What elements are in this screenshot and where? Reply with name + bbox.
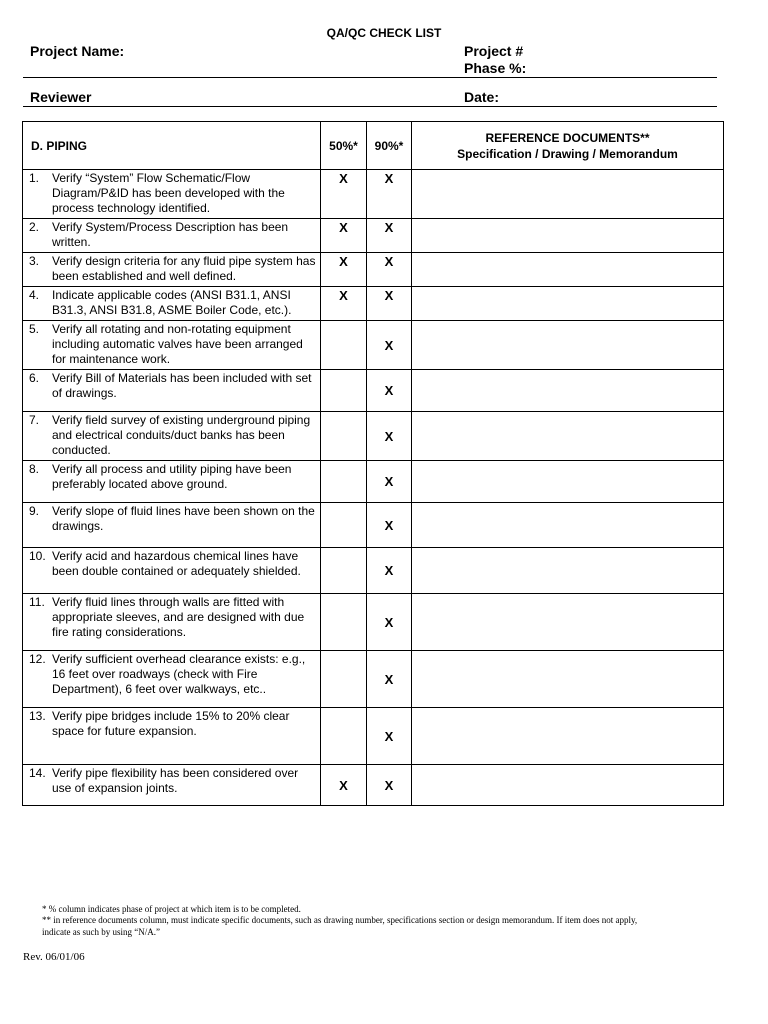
mark-90-percent: X [367, 370, 412, 412]
mark-90-percent: X [367, 170, 412, 219]
item-number: 3. [29, 254, 40, 268]
checklist-item [23, 287, 321, 321]
reviewer-label: Reviewer [30, 89, 92, 105]
reference-cell[interactable] [412, 219, 724, 253]
item-text: Verify pipe flexibility has been considered over use of expansion joints. [52, 766, 299, 795]
checklist-item [23, 503, 321, 548]
item-text: Verify System/Process Description has been written. [52, 220, 289, 249]
table-row [23, 594, 724, 651]
checklist-item [23, 461, 321, 503]
item-text: Verify all rotating and non-rotating equipment including automatic valves have been arranged for maintenance work. [52, 322, 303, 366]
checklist-table [22, 121, 724, 806]
mark-50-percent: X [321, 219, 367, 253]
checklist-item [23, 219, 321, 253]
item-number: 8. [29, 462, 40, 476]
mark-90-percent: X [367, 548, 412, 594]
table-row [23, 412, 724, 461]
mark-50-percent [321, 461, 367, 503]
table-header-row [23, 122, 724, 170]
checklist-item [23, 708, 321, 765]
item-number: 13. [29, 709, 46, 723]
item-number: 2. [29, 220, 40, 234]
mark-90-percent: X [367, 321, 412, 370]
mark-50-percent [321, 503, 367, 548]
table-row [23, 287, 724, 321]
mark-50-percent [321, 708, 367, 765]
table-row [23, 253, 724, 287]
item-text: Verify slope of fluid lines have been shown on the drawings. [52, 504, 315, 533]
mark-50-percent [321, 370, 367, 412]
reference-documents-subtitle: Specification / Drawing / Memorandum [457, 146, 678, 161]
section-heading: D. PIPING [23, 122, 321, 170]
reference-cell[interactable] [412, 170, 724, 219]
table-row [23, 548, 724, 594]
item-number: 1. [29, 171, 40, 185]
mark-90-percent: X [367, 219, 412, 253]
table-row [23, 370, 724, 412]
item-text: Verify pipe bridges include 15% to 20% clear space for future expansion. [52, 709, 290, 738]
mark-50-percent [321, 548, 367, 594]
mark-90-percent: X [367, 708, 412, 765]
mark-50-percent: X [321, 287, 367, 321]
item-text: Verify fluid lines through walls are fitted with appropriate sleeves, and are designed with due fire rating considerations. [52, 595, 305, 639]
mark-90-percent: X [367, 412, 412, 461]
checklist-item [23, 170, 321, 219]
project-rule [23, 77, 717, 78]
checklist-item [23, 594, 321, 651]
project-name-label: Project Name: [30, 43, 125, 59]
checklist-item [23, 548, 321, 594]
mark-50-percent [321, 321, 367, 370]
item-text: Verify “System” Flow Schematic/Flow Diagram/P&ID has been developed with the process technology identified. [52, 171, 285, 215]
item-text: Verify design criteria for any fluid pipe system has been established and well defined. [52, 254, 316, 283]
mark-50-percent [321, 651, 367, 708]
table-row [23, 708, 724, 765]
table-row [23, 219, 724, 253]
project-number-label: Project # [464, 43, 524, 59]
table-row [23, 503, 724, 548]
reference-cell[interactable] [412, 765, 724, 806]
item-text: Verify sufficient overhead clearance exists: e.g., 16 feet over roadways (check with Fire Department), 6 feet over walkways, etc.. [52, 652, 306, 696]
item-text: Verify Bill of Materials has been included with set of drawings. [52, 371, 312, 400]
footnote-percent: * % column indicates phase of project at which item is to be completed. [42, 904, 301, 914]
reference-cell[interactable] [412, 503, 724, 548]
table-row [23, 765, 724, 806]
reference-cell[interactable] [412, 287, 724, 321]
phase-label: Phase %: [464, 60, 527, 76]
checklist-item [23, 370, 321, 412]
mark-90-percent: X [367, 253, 412, 287]
item-number: 12. [29, 652, 46, 666]
mark-50-percent: X [321, 765, 367, 806]
mark-90-percent: X [367, 287, 412, 321]
checklist-item [23, 253, 321, 287]
reference-cell[interactable] [412, 548, 724, 594]
mark-50-percent [321, 594, 367, 651]
revision-date: Rev. 06/01/06 [23, 951, 85, 963]
item-number: 5. [29, 322, 40, 336]
col-50-percent: 50%* [321, 122, 367, 170]
mark-90-percent: X [367, 594, 412, 651]
item-text: Verify field survey of existing underground piping and electrical conduits/duct banks has been conducted. [52, 413, 311, 457]
checklist-item [23, 765, 321, 806]
reference-cell[interactable] [412, 253, 724, 287]
item-number: 7. [29, 413, 40, 427]
reference-cell[interactable] [412, 651, 724, 708]
table-row [23, 321, 724, 370]
footnote-reference: ** in reference documents column, must indicate specific documents, such as drawing number, specifications section or design memorandum. If item does not apply, indicate as such by using “N/A.” [42, 915, 638, 937]
item-text: Verify all process and utility piping have been preferably located above ground. [52, 462, 292, 491]
reference-documents-header [412, 122, 724, 170]
item-number: 10. [29, 549, 46, 563]
mark-90-percent: X [367, 461, 412, 503]
reference-cell[interactable] [412, 708, 724, 765]
checklist-item [23, 412, 321, 461]
reference-cell[interactable] [412, 412, 724, 461]
reference-cell[interactable] [412, 370, 724, 412]
checklist-item [23, 321, 321, 370]
item-text: Verify acid and hazardous chemical lines have been double contained or adequately shielded. [52, 549, 301, 578]
item-number: 14. [29, 766, 46, 780]
reviewer-rule [23, 106, 717, 107]
table-row [23, 461, 724, 503]
mark-90-percent: X [367, 503, 412, 548]
item-text: Indicate applicable codes (ANSI B31.1, ANSI B31.3, ANSI B31.8, ASME Boiler Code, etc.). [52, 288, 292, 317]
mark-90-percent: X [367, 765, 412, 806]
col-90-percent: 90%* [367, 122, 412, 170]
document-title: QA/QC CHECK LIST [326, 26, 442, 40]
mark-50-percent: X [321, 253, 367, 287]
reference-cell[interactable] [412, 321, 724, 370]
mark-90-percent: X [367, 651, 412, 708]
reference-documents-title: REFERENCE DOCUMENTS** [485, 130, 650, 145]
reference-cell[interactable] [412, 461, 724, 503]
checklist-item [23, 651, 321, 708]
mark-50-percent [321, 412, 367, 461]
table-row [23, 170, 724, 219]
reference-cell[interactable] [412, 594, 724, 651]
item-number: 9. [29, 504, 40, 518]
item-number: 6. [29, 371, 40, 385]
date-label: Date: [464, 89, 500, 105]
table-row [23, 651, 724, 708]
mark-50-percent: X [321, 170, 367, 219]
item-number: 4. [29, 288, 40, 302]
item-number: 11. [29, 595, 45, 609]
